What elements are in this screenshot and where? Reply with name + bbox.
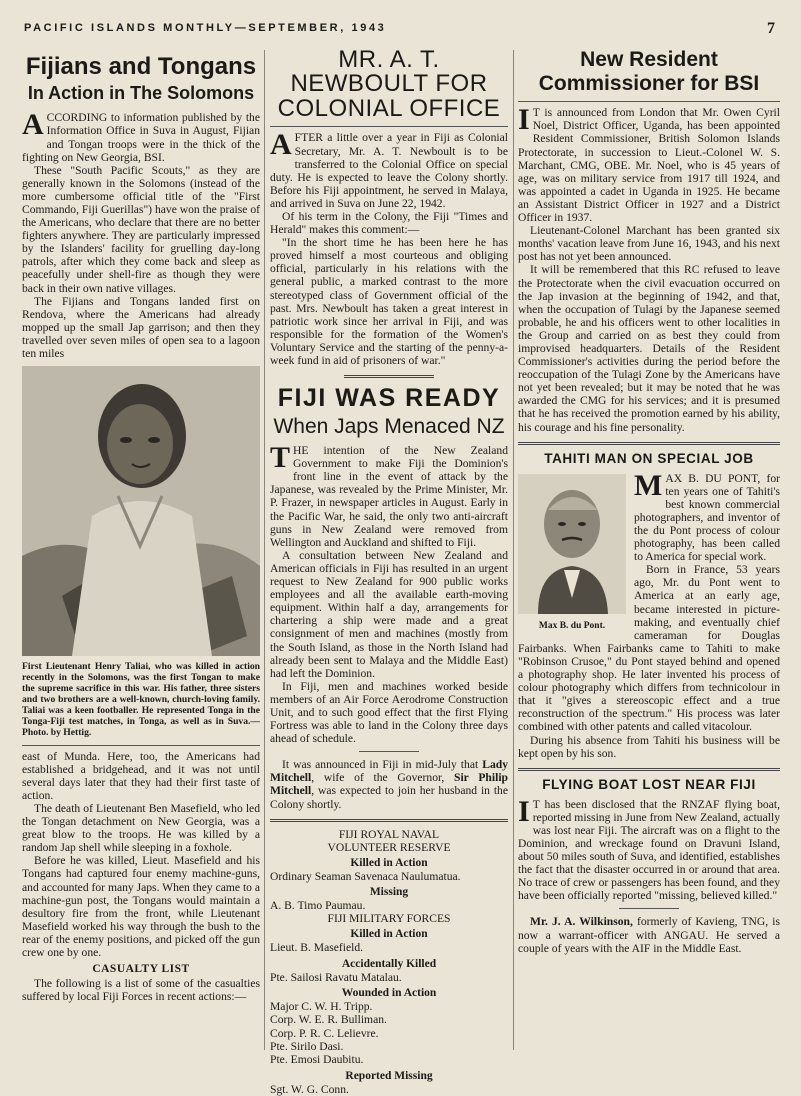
fijians-headline: Fijians and Tongans xyxy=(25,53,257,80)
tahiti-article: Max B. du Pont. MAX B. DU PONT, for ten years one of Tahiti's best known commercial photographers, and inventor of the du Pont process of colour photography, has been called to America for special work. Born in France, 53 years ago, Mr. du Pont went to America at an early age, became interested in picture-making, and eventually chief cameraman for Douglas Fairbanks. When Fairbanks came to Tahiti to make "Robinson Crusoe," du Pont stayed behind and opened a photography shop. He later invented his process of colour photography which differs from technicolour in that it "gives a stereoscopic effect and a true reconstruction of the spectrum." His process was later combined with other patents and called vitacolour. During his absence from Tahiti his business will be kept open by his son. xyxy=(518,468,780,760)
flying-boat-headline: FLYING BOAT LOST NEAR FIJI xyxy=(542,776,756,792)
column-2 xyxy=(270,46,508,1096)
column-1: Fijians and Tongans In Action in The Solomons ACCORDING to information published by the Information Office in Suva in August, Fijian and Tongan troops were in the thick of the fighting on New Georgia, BSI. These "South Pacific Scouts," as they are generally known in the Solomons (instead of the more cumbersome official title of the "First Commando, Fiji Guerillas") have won the praise of the Americans, who declare that there are no better fighters anywhere. They are particularly impressed by the Islanders' facility for gruelling day-long patrols, after which they come back and sleep as peacefully under shell-fire as though they were back in their own native villages. The Fijians and Tongans landed first on Rendova, where the Americans had already mopped up the small Jap garrison; and then they travelled over seven miles of open sea to a lagoon ten miles First Lieutenant Henry Taliai, who was killed in action recently in the Solomons, was the first Tongan to make the supreme sacrifice in this war. His father, three sisters and two brothers are a well-known, church-loving family. Taliai was a keen footballer. He represented Tonga in the Tonga-Fiji test matches, in Tonga, as well as in Suva.—Photo. by Hettig. east of Munda. Here, too, the Americans had established a bridgehead, and it was not until several days later that they had their first taste of action. The death of Lieutenant Ben Masefield, who led the Tongan detachment on New Georgia, was a great blow to the troops. He was killed by a random Jap shell while sleeping in a foxhole. Before he was killed, Lieut. Masefield and his Tongans had captured four enemy machine-guns, and accounted for many Japs. When they came to a machine-gun post, the Tongans would maintain a desultory fire from the front, while Lieutenant Masefield worked his way through the bush to the rear of the enemy positions, and picked off the gun crew one by one. CASUALTY LIST The following is a list of some of the casualties suffered by local Fiji Forces in recent actions:— xyxy=(22,53,261,1004)
fijians-article-continued: east of Munda. Here, too, the Americans had established a bridgehead, and it was not until several days later that they had their first taste of action. The death of Lieutenant Ben Masefield, who led the Tongan detachment on New Georgia, was a great blow to the troops. He was killed by a random Jap shell while sleeping in a foxhole. Before he was killed, Lieut. Masefield and his Tongans had captured four enemy machine-guns, and accounted for many Japs. When they came to a machine-gun post, the Tongans would maintain a desultory fire from the front, while Lieutenant Masefield worked his way through the bush to the rear of the enemy positions, and picked off the gun crew one by one. xyxy=(22,749,261,959)
dropcap: I xyxy=(518,103,530,137)
dropcap: T xyxy=(270,441,291,475)
taliai-photo xyxy=(22,366,260,656)
casualty-list-heading: CASUALTY LIST xyxy=(92,963,190,976)
column-rule xyxy=(513,50,514,1050)
page-number: 7 xyxy=(767,20,775,37)
du-pont-portrait xyxy=(518,474,626,614)
dropcap: I xyxy=(518,794,530,828)
fijians-subheadline: In Action in The Solomons xyxy=(27,82,255,103)
fiji-ready-article: THE intention of the New Zealand Government to make Fiji the Dominion's front line in the event of attack by the Japanese, was revealed by the Prime Minister, Mr. P. Frazer, in newspaper articles in August. Early in the Pacific War, he said, the only two anti-aircraft guns in New Zealand were removed from Wellington and Auckland and shifted to Fiji. A consultation between New Zealand and American officials in Fiji has resulted in an urgent request to New Zealand for 900 public works employees and all the available earth-moving equipment. Within half a day, arrangements for chartering a ship were made and a great consignment of men and machines (mostly from the South Island, as those in the North Island had already been sent to Malaya and the Middle East) had left the Dominion. In Fiji, men and machines worked beside members of an Air Force Aerodrome Construction Unit, and to such good effect that the first Flying Fortress was able to land in the Colony three days ahead of schedule. xyxy=(270,441,508,746)
du-pont-caption: Max B. du Pont. xyxy=(538,620,606,631)
portrait-image xyxy=(22,366,260,656)
new-resident-headline: New Resident Commissioner for BSI xyxy=(538,48,760,96)
fijians-article: ACCORDING to information published by the Information Office in Suva in August, Fijian and Tongan troops were in the thick of the fighting on New Georgia, BSI. These "South Pacific Scouts," as they are generally known in the Solomons (instead of the more cumbersome official title of the "First Commando, Fiji Guerillas") have won the praise of the Americans, who declare that there are no better fighters anywhere. They are particularly impressed by the Islanders' facility for gruelling day-long patrols, after which they come back and sleep as peacefully under shell-fire as though they were back in their own native villages. The Fijians and Tongans landed first on Rendova, where the Americans had already mopped up the small Jap garrison; and then they travelled over seven miles of open sea to a lagoon ten miles xyxy=(22,108,260,361)
flying-boat-article: I T has been disclosed that the RNZAF flying boat, reported missing in June from New Zealand, actually was lost near Fiji. The aircraft was on a flight to the Dominion, and wreckage found on Dravuni Island, about 50 miles south of Suva, and identified, establishes the fact that the disaster occurred in or around that area. No trace of crew or passengers has been found, and they have been officially reported "missing, believed killed." xyxy=(518,794,780,903)
dropcap: A xyxy=(22,108,44,142)
publication-title: PACIFIC ISLANDS MONTHLY—SEPTEMBER, 1943 xyxy=(24,22,387,34)
du-pont-photo xyxy=(518,474,626,634)
column-3 xyxy=(518,48,780,1052)
masthead xyxy=(0,0,801,40)
new-resident-article: I T is announced from London that Mr. Owen Cyril Noel, District Officer, Uganda, has been appointed Resident Commissioner, British Solomon Islands Protectorate, in succession to Lieut.-Colonel W. S. Marchant, CMG, OBE. Mr. Noel, who is 45 years of age, was on military service from 1917 till 1924, and was appointed a cadet in Uganda in 1925. He became an Assistant District Officer in 1927 and a District Officer in 1937. Lieutenant-Colonel Marchant has been granted six months' vacation leave from June 16, 1943, and his next post has not yet been announced. It will be remembered that this RC refused to leave the Protectorate when the civil evacuation occurred on the Jap invasion at the beginning of 1942, and that, when the occupation of Tulagi by the Japanese seemed probable, he and his officers went to other localities in the Group and carried on as best they could from improvised headquarters. Details of the Resident Commissioner's activities during the period before the reoccupation of the Tulagi Zone by the Americans have not yet been revealed; but it may be noted that he was awarded the CMG for his services; and it is presumed that he has received the promotion earned by his ability, his courage and his fine personality. xyxy=(518,103,780,434)
taliai-caption: First Lieutenant Henry Taliai, who was killed in action recently in the Solomons, was the first Tongan to make the supreme sacrifice in this war. His father, three sisters and two brothers are a well-known, church-loving family. Taliai was a keen footballer. He represented Tonga in the Tonga-Fiji test matches, in Tonga, as well as in Suva.—Photo. by Hettig. xyxy=(22,661,260,738)
casualty-list: FIJI ROYAL NAVAL VOLUNTEER RESERVE Killed in Action Ordinary Seaman Savenaca Naulumatua. Missing A. B. Timo Paumau. FIJI MILITARY FORCES Killed in Action Lieut. B. Masefield. Accidentally Killed Pte. Sailosi Ravatu Matalau. Wounded in Action Major C. W. H. Tripp. Corp. W. E. R. Bulliman. Corp. P. R. C. Lelievre. Pte. Sirilo Dasi. Pte. Emosi Daubitu. Reported Missing Sgt. W. G. Conn. xyxy=(270,827,461,1096)
dropcap: M xyxy=(634,468,663,502)
tahiti-headline: TAHITI MAN ON SPECIAL JOB xyxy=(544,450,754,466)
fiji-ready-subheadline: When Japs Menaced NZ xyxy=(273,415,505,439)
newboult-headline: MR. A. T. NEWBOULT FOR COLONIAL OFFICE xyxy=(277,46,501,122)
mitchell-notice: It was announced in Fiji in mid-July that Lady Mitchell, wife of the Governor, Sir Philip Mitchell, was expected to join her husband in the Colony shortly. xyxy=(270,758,508,811)
newboult-article: AFTER a little over a year in Fiji as Colonial Secretary, Mr. A. T. Newboult is to be transferred to the Colonial Office on special duty. He is expected to leave the Colony shortly. Before his Fiji appointment, he served in Malaya, and arrived in Suva on June 22, 1942. Of his term in the Colony, the Fiji "Times and Herald" makes this comment:— "In the short time he has been here he has proved himself a most courteous and obliging official, particularly in his relations with the general public, a marked contrast to the more stereotyped class of Government official of the past. Mrs. Newboult has taken a great interest in patriotic work since her arrival in Fiji, and was responsible for the formation of the Women's Voluntary Service and the starting of the penny-a-week fund in aid of prisoners of war." xyxy=(270,128,508,367)
fiji-ready-headline: FIJI WAS READY xyxy=(277,384,501,413)
column-rule xyxy=(264,50,265,1050)
dropcap: A xyxy=(270,128,292,162)
wilkinson-notice: Mr. J. A. Wilkinson, formerly of Kavieng, TNG, is now a warrant-officer with ANGAU. He served a couple of years with the AIF in the Middle East. xyxy=(518,915,780,955)
